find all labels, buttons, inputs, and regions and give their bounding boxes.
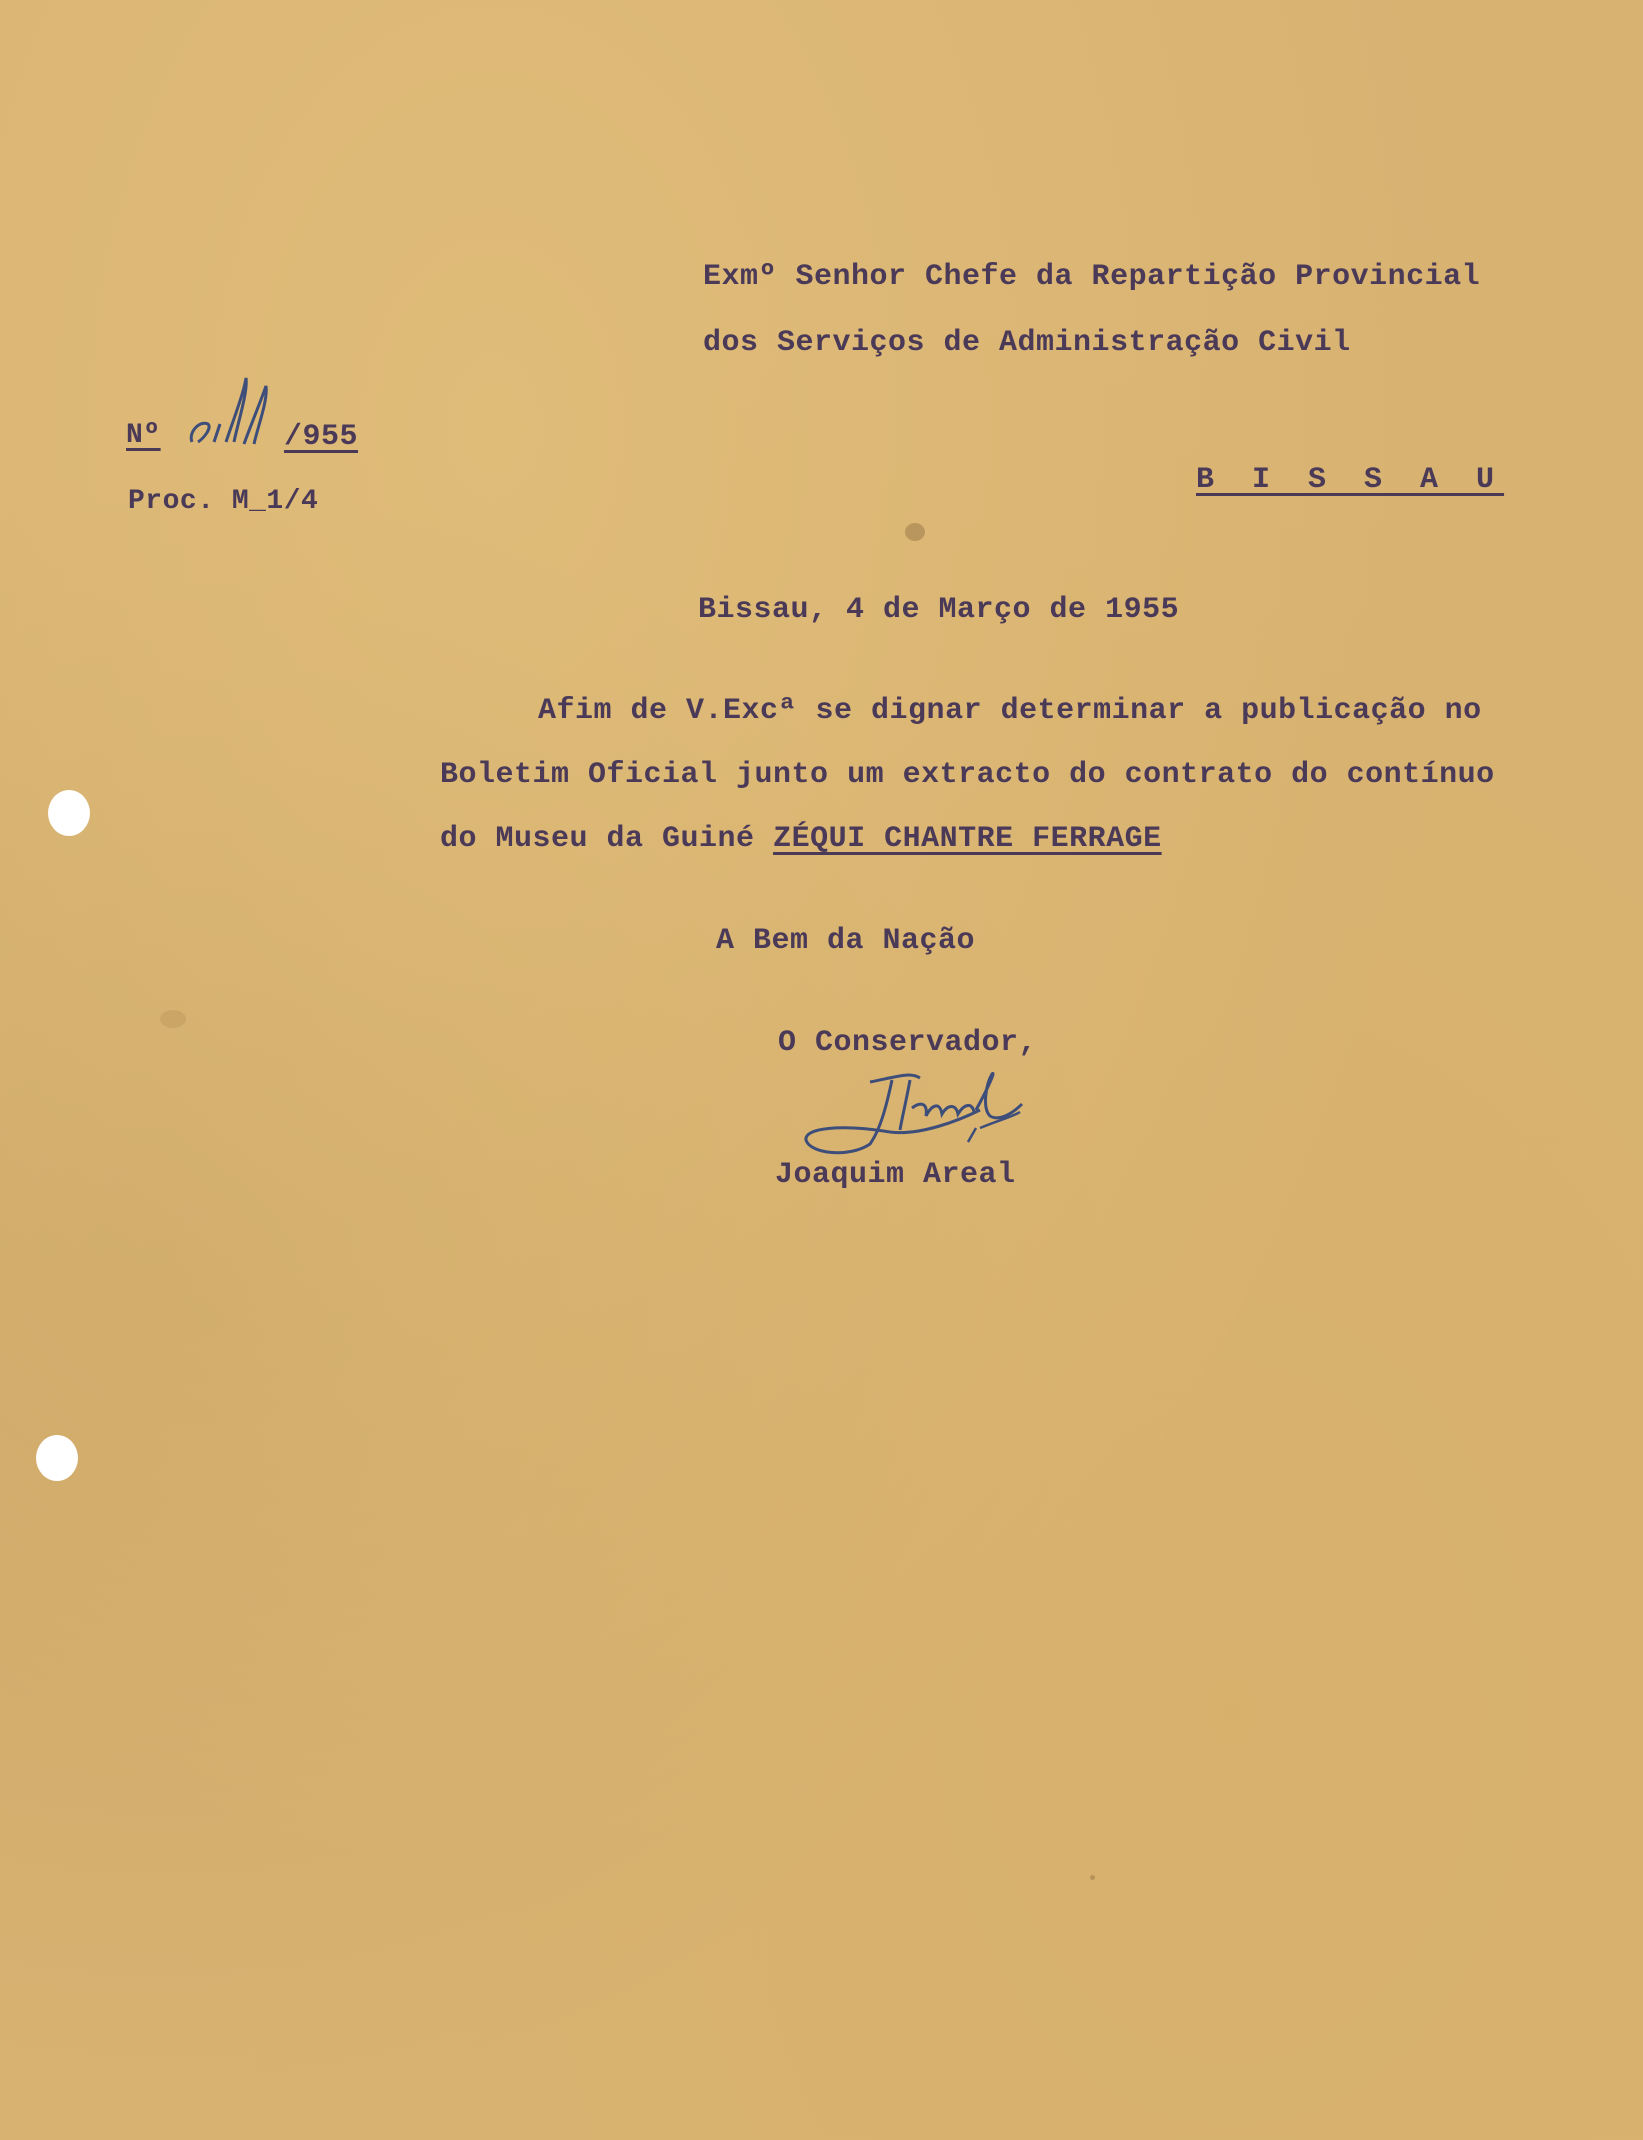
handwritten-signature xyxy=(800,1068,1060,1164)
paper-speck xyxy=(160,1010,186,1028)
paper-speck xyxy=(905,523,925,541)
punch-hole-bottom xyxy=(36,1435,78,1481)
reference-number-year: /955 xyxy=(284,420,359,454)
body-line-3-prefix: do Museu da Guiné xyxy=(440,822,774,856)
body-line-2: Boletim Oficial junto um extracto do contrato do contínuo xyxy=(440,758,1495,792)
handwritten-reference-number xyxy=(178,372,288,456)
signatory-name: Joaquim Areal xyxy=(775,1158,1016,1192)
recipient-city: B I S S A U xyxy=(1196,463,1505,497)
punch-hole-top xyxy=(48,790,90,836)
process-reference: Proc. M_1/4 xyxy=(128,486,319,517)
employee-name: ZÉQUI CHANTRE FERRAGE xyxy=(773,822,1162,856)
date-line: Bissau, 4 de Março de 1955 xyxy=(698,593,1180,627)
closing-salutation: A Bem da Nação xyxy=(716,924,976,958)
recipient-line-1: Exmº Senhor Chefe da Repartição Provincial xyxy=(703,260,1481,294)
paper-speck xyxy=(1090,1875,1095,1880)
body-line-1: Afim de V.Excª se dignar determinar a publicação no xyxy=(538,694,1482,728)
body-line-3 xyxy=(440,824,1162,854)
signatory-role: O Conservador, xyxy=(778,1026,1038,1060)
recipient-line-2: dos Serviços de Administração Civil xyxy=(703,326,1351,360)
reference-number-prefix: Nº xyxy=(126,420,161,451)
